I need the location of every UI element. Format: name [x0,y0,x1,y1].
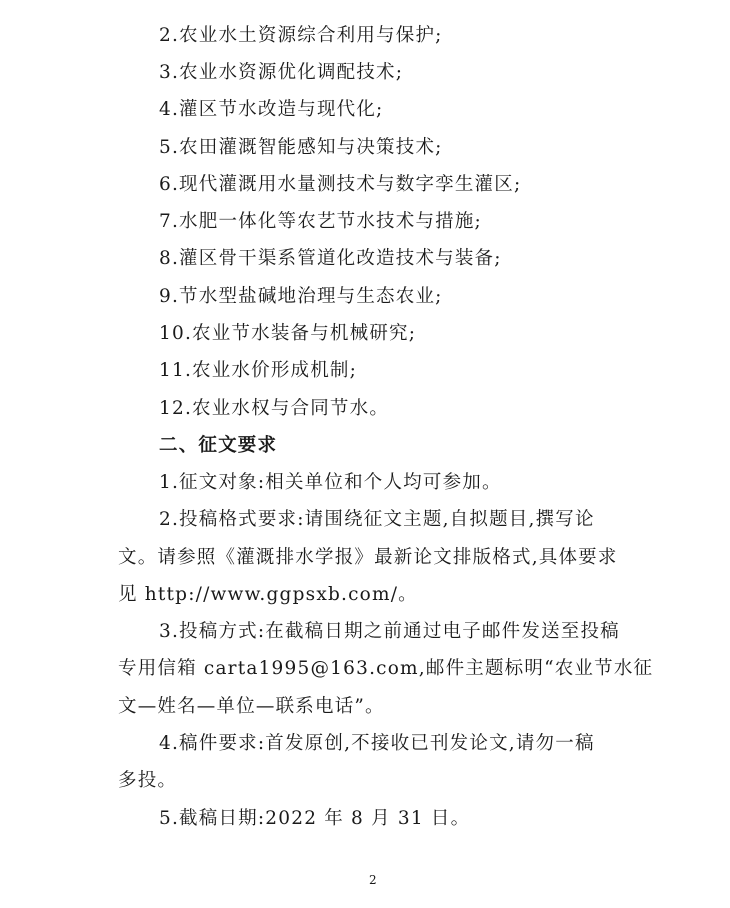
topic-item-9: 9.节水型盐碱地治理与生态农业; [159,286,443,307]
requirement-2-line-1: 2.投稿格式要求:请围绕征文主题,自拟题目,撰写论 [159,509,595,530]
topic-item-4: 4.灌区节水改造与现代化; [159,99,384,120]
requirement-2-line-3: 见 http://www.ggpsxb.com/。 [118,584,418,605]
requirement-3-line-1: 3.投稿方式:在截稿日期之前通过电子邮件发送至投稿 [159,621,620,642]
requirement-3-line-2: 专用信箱 carta1995@163.com,邮件主题标明“农业节水征 [118,658,654,679]
topic-item-10: 10.农业节水装备与机械研究; [159,323,417,344]
topic-item-5: 5.农田灌溉智能感知与决策技术; [159,137,443,158]
topic-item-11: 11.农业水价形成机制; [159,360,358,381]
topic-item-6: 6.现代灌溉用水量测技术与数字孪生灌区; [159,174,522,195]
topic-item-2: 2.农业水土资源综合利用与保护; [159,25,443,46]
requirement-2-line-2: 文。请参照《灌溉排水学报》最新论文排版格式,具体要求 [118,547,618,568]
requirement-5: 5.截稿日期:2022 年 8 月 31 日。 [159,808,471,829]
topic-item-7: 7.水肥一体化等农艺节水技术与措施; [159,211,482,232]
requirement-4-line-2: 多投。 [118,770,178,791]
topic-item-12: 12.农业水权与合同节水。 [159,398,390,419]
topic-item-3: 3.农业水资源优化调配技术; [159,62,404,83]
requirement-4-line-1: 4.稿件要求:首发原创,不接收已刊发论文,请勿一稿 [159,733,595,754]
topic-item-8: 8.灌区骨干渠系管道化改造技术与装备; [159,248,502,269]
section-heading: 二、征文要求 [159,435,278,456]
requirement-3-line-3: 文—姓名—单位—联系电话”。 [118,696,385,717]
page-number: 2 [369,873,377,887]
requirement-1: 1.征文对象:相关单位和个人均可参加。 [159,472,502,493]
